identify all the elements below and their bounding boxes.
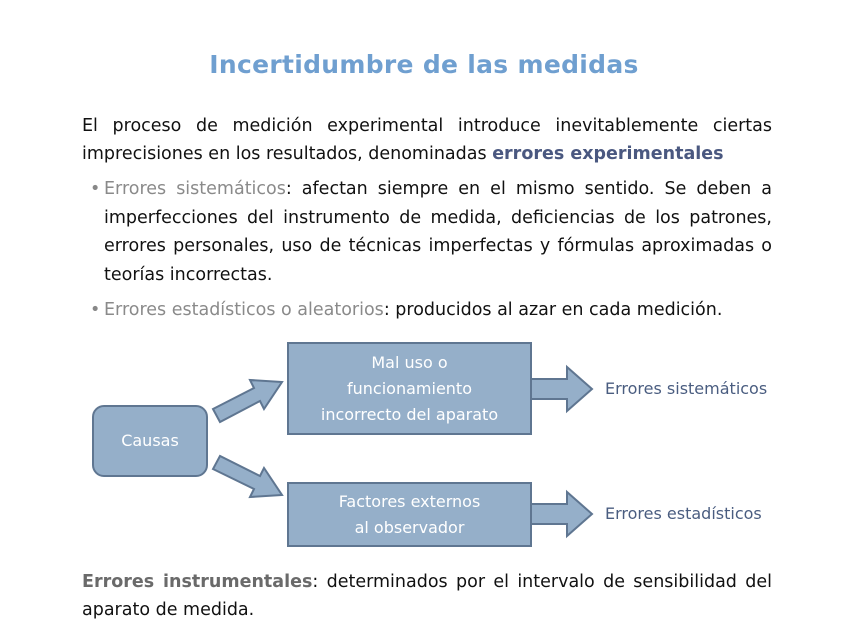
- arrow-right-icon: [530, 367, 592, 411]
- factores-externos-box: [287, 482, 532, 547]
- bullet-text: : afectan siempre en el mismo sentido. Se deben a imperfecciones del instrumento de medida, deficiencias de los patrones, errores personales, uso de técnicas imperfectas y fórmulas aproximadas o teorías incorrectas.: [104, 179, 772, 285]
- box-line: funcionamiento: [347, 378, 472, 398]
- bullet-dot-icon: •: [90, 300, 101, 320]
- arrow-down-right-icon: [213, 456, 282, 497]
- box-line: Mal uso o: [371, 352, 448, 372]
- arrow-right-icon: [530, 492, 592, 536]
- mal-uso-box: [287, 342, 532, 435]
- causas-box: [92, 405, 208, 477]
- box-line: al observador: [354, 517, 465, 537]
- output-label-sistematicos: Errores sistemáticos: [605, 379, 768, 398]
- bullet-term: Errores sistemáticos: [104, 179, 286, 199]
- footer-text: : determinados por el intervalo de sensibilidad del aparato de medida.: [82, 572, 772, 620]
- bullet-text: : producidos al azar en cada medición.: [383, 300, 723, 320]
- arrow-up-right-icon: [213, 380, 282, 422]
- footer-paragraph: [82, 568, 772, 624]
- page-title: Incertidumbre de las medidas: [209, 50, 639, 79]
- intro-bold-term: errores experimentales: [492, 144, 724, 164]
- footer-bold-term: Errores instrumentales: [82, 572, 313, 592]
- bullet-term: Errores estadísticos o aleatorios: [104, 300, 384, 320]
- causas-label: Causas: [121, 431, 179, 450]
- output-label-estadisticos: Errores estadísticos: [605, 504, 762, 523]
- bullet-dot-icon: •: [90, 179, 101, 199]
- box-line: incorrecto del aparato: [320, 404, 499, 424]
- intro-text: El proceso de medición experimental introduce inevitablemente ciertas imprecisiones en los resultados, denominadas: [82, 116, 772, 164]
- box-line: Factores externos: [338, 491, 481, 511]
